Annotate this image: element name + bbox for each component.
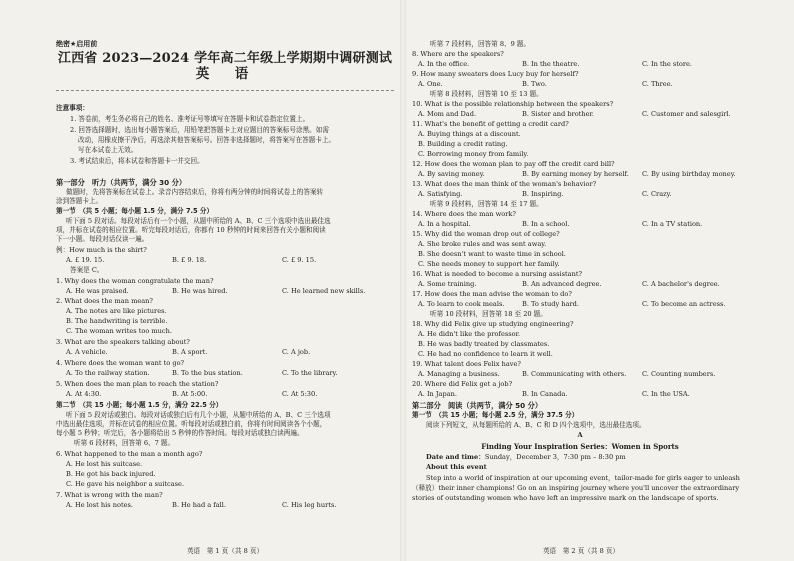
listening-cue: 听第 8 段材料，回答第 10 至 13 题。 xyxy=(430,90,543,98)
question-option: C. Borrowing money from family. xyxy=(418,150,529,158)
exam-title: 江西省 2023—2024 学年高二年级上学期期中调研测试 xyxy=(57,51,393,66)
section2-intro: 每小题 5 秒钟；听完后，各小题将给出 5 秒钟的作答时间。每段对话或独白读两遍。 xyxy=(56,429,304,437)
question-option: B. To the bus station. xyxy=(172,369,243,377)
subject-title: 英 语 xyxy=(195,66,255,82)
date-value: Sunday，December 3，7:30 pm – 8:30 pm xyxy=(484,453,626,461)
note-line: 改动，用橡皮擦干净后，再选涂其他答案标号。回答非选择题时，将答案写在答题卡上。 xyxy=(78,136,336,144)
question-option: A. One. xyxy=(418,80,443,88)
example-option: A. £ 19. 15. xyxy=(66,256,105,264)
question-option: C. His leg hurts. xyxy=(282,501,337,509)
question-option: B. A sport. xyxy=(172,348,208,356)
note-line: 3. 考试结束后，将本试卷和答题卡一并交回。 xyxy=(70,157,204,165)
question-stem: 6. What happened to the man a month ago? xyxy=(56,450,203,458)
part1-heading: 第一部分 听力（共两节，满分 30 分） xyxy=(56,178,187,187)
question-stem: 7. What is wrong with the man? xyxy=(56,491,163,499)
question-option: A. Mom and Dad. xyxy=(418,110,477,118)
notes-heading: 注意事项： xyxy=(56,104,89,112)
section1-intro: 听下面 5 段对话。每段对话后有一个小题，从题中所给的 A、B、C 三个选项中选出最佳选 xyxy=(66,217,331,225)
question-stem: 19. What talent does Felix have? xyxy=(412,360,521,368)
listening-cue: 听第 7 段材料，回答第 8、9 题。 xyxy=(430,40,531,48)
question-option: B. In a school. xyxy=(522,220,570,228)
passage-line: （释放）their inner champions! Go on an inspiring journey where you'll uncover the extraordinary xyxy=(412,484,740,492)
part2-heading: 第二部分 阅读（共两节，满分 50 分） xyxy=(412,401,543,410)
note-line: 2. 回答选择题时，选出每小题答案后，用铅笔把答题卡上对应题目的答案标号涂黑。如需 xyxy=(70,126,329,134)
question-option: A. Managing a business. xyxy=(418,370,500,378)
question-option: C. She needs money to support her family. xyxy=(418,260,560,268)
section1-heading: 第一节 （共 5 小题；每小题 1.5 分，满分 7.5 分） xyxy=(56,207,214,215)
question-option: A. A vehicle. xyxy=(66,348,108,356)
section2-intro: 听下面 5 段对话或独白。每段对话或独白后有几个小题，从题中所给的 A、B、C 三个选项 xyxy=(66,411,331,419)
question-option: A. In the office. xyxy=(418,60,470,68)
question-option: A. He didn't like the professor. xyxy=(418,330,521,338)
part1-intro: 做题时，先将答案标在试卷上。录音内容结束后，你将有两分钟的时间将试卷上的答案转 xyxy=(66,188,324,196)
question-option: B. Building a credit rating. xyxy=(418,140,508,148)
question-option: A. He lost his notes. xyxy=(66,501,133,509)
date-label: Date and time： xyxy=(426,453,485,461)
page-footer: 英语 第 1 页（共 8 页） xyxy=(186,547,264,555)
question-option: A. She broke rules and was sent away. xyxy=(418,240,547,248)
question-option: B. The handwriting is terrible. xyxy=(66,317,168,325)
question-option: C. A job. xyxy=(282,348,311,356)
question-option: B. An advanced degree. xyxy=(522,280,602,288)
question-option: C. In the store. xyxy=(642,60,692,68)
note-line: 写在本试卷上无效。 xyxy=(78,146,138,154)
question-option: C. The woman writes too much. xyxy=(66,327,172,335)
reading-section1-intro: 阅读下列短文，从每题所给的 A、B、C 和 D 四个选项中，选出最佳选项。 xyxy=(426,421,646,429)
section2-intro: 中选出最佳选项，并标在试卷的相应位置。听每段对话或独白前，你将有时间阅读各个小题， xyxy=(56,420,327,428)
question-option: C. In the USA. xyxy=(642,390,690,398)
question-option: B. At 5:00. xyxy=(172,390,208,398)
listening-cue: 听第 10 段材料，回答第 18 至 20 题。 xyxy=(430,310,547,318)
question-option: A. In Japan. xyxy=(418,390,457,398)
question-option: B. He was hired. xyxy=(172,287,228,295)
question-option: B. Communicating with others. xyxy=(522,370,627,378)
question-stem: 18. Why did Felix give up studying engineering? xyxy=(412,320,574,328)
question-option: C. Crazy. xyxy=(642,190,672,198)
question-stem: 3. What are the speakers talking about? xyxy=(56,338,190,346)
question-option: B. To study hard. xyxy=(522,300,579,308)
section2-heading: 第二节 （共 15 小题；每小题 1.5 分，满分 22.5 分） xyxy=(56,401,223,409)
question-option: C. He learned new skills. xyxy=(282,287,366,295)
question-option: A. In a hospital. xyxy=(418,220,471,228)
question-stem: 2. What does the man mean? xyxy=(56,297,153,305)
example-answer: 答案是 C。 xyxy=(70,266,104,274)
question-stem: 14. Where does the man work? xyxy=(412,210,516,218)
page-2 xyxy=(412,0,748,561)
question-stem: 13. What does the man think of the woman's behavior? xyxy=(412,180,597,188)
question-option: C. To the library. xyxy=(282,369,338,377)
page-1 xyxy=(56,0,394,561)
passage-line: stories of outstanding women who have left an impressive mark on the landscape of sports. xyxy=(412,494,719,502)
question-stem: 10. What is the possible relationship between the speakers? xyxy=(412,100,614,108)
question-option: A. By saving money. xyxy=(418,170,485,178)
example-question: 例：How much is the shirt? xyxy=(56,246,147,254)
question-option: A. To the railway station. xyxy=(66,369,150,377)
question-stem: 16. What is needed to become a nursing assistant? xyxy=(412,270,583,278)
part1-intro: 涂到答题卡上。 xyxy=(56,197,103,205)
question-stem: 12. How does the woman plan to pay off the credit card bill? xyxy=(412,160,615,168)
question-stem: 17. How does the man advise the woman to do? xyxy=(412,290,572,298)
divider xyxy=(56,90,394,91)
question-option: A. He lost his suitcase. xyxy=(66,460,143,468)
question-stem: 11. What's the benefit of getting a credit card? xyxy=(412,120,569,128)
question-option: C. He had no confidence to learn it well. xyxy=(418,350,553,358)
question-option: B. He had a fall. xyxy=(172,501,226,509)
question-option: C. Customer and salesgirl. xyxy=(642,110,731,118)
question-option: B. Sister and brother. xyxy=(522,110,595,118)
question-option: B. Two. xyxy=(522,80,547,88)
question-option: C. A bachelor's degree. xyxy=(642,280,720,288)
question-option: C. Counting numbers. xyxy=(642,370,716,378)
question-stem: 1. Why does the woman congratulate the man? xyxy=(56,277,214,285)
passage-letter: A xyxy=(577,431,583,439)
question-option: A. He was praised. xyxy=(66,287,129,295)
listening-cue: 听第 9 段材料，回答第 14 至 17 题。 xyxy=(430,200,543,208)
question-stem: 5. When does the man plan to reach the station? xyxy=(56,380,219,388)
section1-intro: 下一小题。每段对话仅读一遍。 xyxy=(56,235,149,243)
question-option: B. In Canada. xyxy=(522,390,568,398)
question-stem: 20. Where did Felix get a job? xyxy=(412,380,513,388)
question-option: B. By earning money by herself. xyxy=(522,170,629,178)
question-stem: 4. Where does the woman want to go? xyxy=(56,359,185,367)
question-option: A. Buying things at a discount. xyxy=(418,130,521,138)
note-line: 1. 答卷前，考生务必将自己的姓名、准考证号等填写在答题卡和试卷指定位置上。 xyxy=(70,115,310,123)
example-option: B. £ 9. 18. xyxy=(172,256,207,264)
question-option: C. At 5:30. xyxy=(282,390,318,398)
question-option: C. By using birthday money. xyxy=(642,170,736,178)
reading-section1-heading: 第一节 （共 15 小题；每小题 2.5 分，满分 37.5 分） xyxy=(412,411,579,419)
question-stem: 8. Where are the speakers? xyxy=(412,50,504,58)
question-option: B. She doesn't want to waste time in school. xyxy=(418,250,566,258)
about-heading: About this event xyxy=(426,463,487,471)
question-option: A. At 4:30. xyxy=(66,390,102,398)
section1-intro: 项，并标在试卷的相应位置。听完每段对话后，你都有 10 秒钟的时间来回答有关小题和阅读 xyxy=(56,226,326,234)
question-option: C. In a TV station. xyxy=(642,220,703,228)
page-footer: 英语 第 2 页（共 8 页） xyxy=(542,547,620,555)
question-option: B. In the theatre. xyxy=(522,60,580,68)
question-option: B. Inspiring. xyxy=(522,190,564,198)
listening-cue: 听第 6 段材料，回答第 6、7 题。 xyxy=(74,439,175,447)
question-option: A. Satisfying. xyxy=(418,190,463,198)
passage-line: Step into a world of inspiration at our upcoming event，tailor-made for girls eager to unleash xyxy=(426,474,740,482)
confidential-mark: 绝密★启用前 xyxy=(56,40,98,48)
question-option: C. Three. xyxy=(642,80,673,88)
question-stem: 9. How many sweaters does Lucy buy for herself? xyxy=(412,70,579,78)
question-option: A. To learn to cook meals. xyxy=(418,300,505,308)
question-option: A. The notes are like pictures. xyxy=(66,307,167,315)
question-option: C. To become an actress. xyxy=(642,300,726,308)
question-option: A. Some training. xyxy=(418,280,477,288)
passage-title: Finding Your Inspiration Series：Women in Sports xyxy=(481,442,679,451)
page-fold xyxy=(400,0,406,561)
question-stem: 15. Why did the woman drop out of college? xyxy=(412,230,560,238)
question-option: B. He was badly treated by classmates. xyxy=(418,340,550,348)
question-option: B. He got his back injured. xyxy=(66,470,156,478)
example-option: C. £ 9. 15. xyxy=(282,256,317,264)
question-option: C. He gave his neighbor a suitcase. xyxy=(66,480,185,488)
